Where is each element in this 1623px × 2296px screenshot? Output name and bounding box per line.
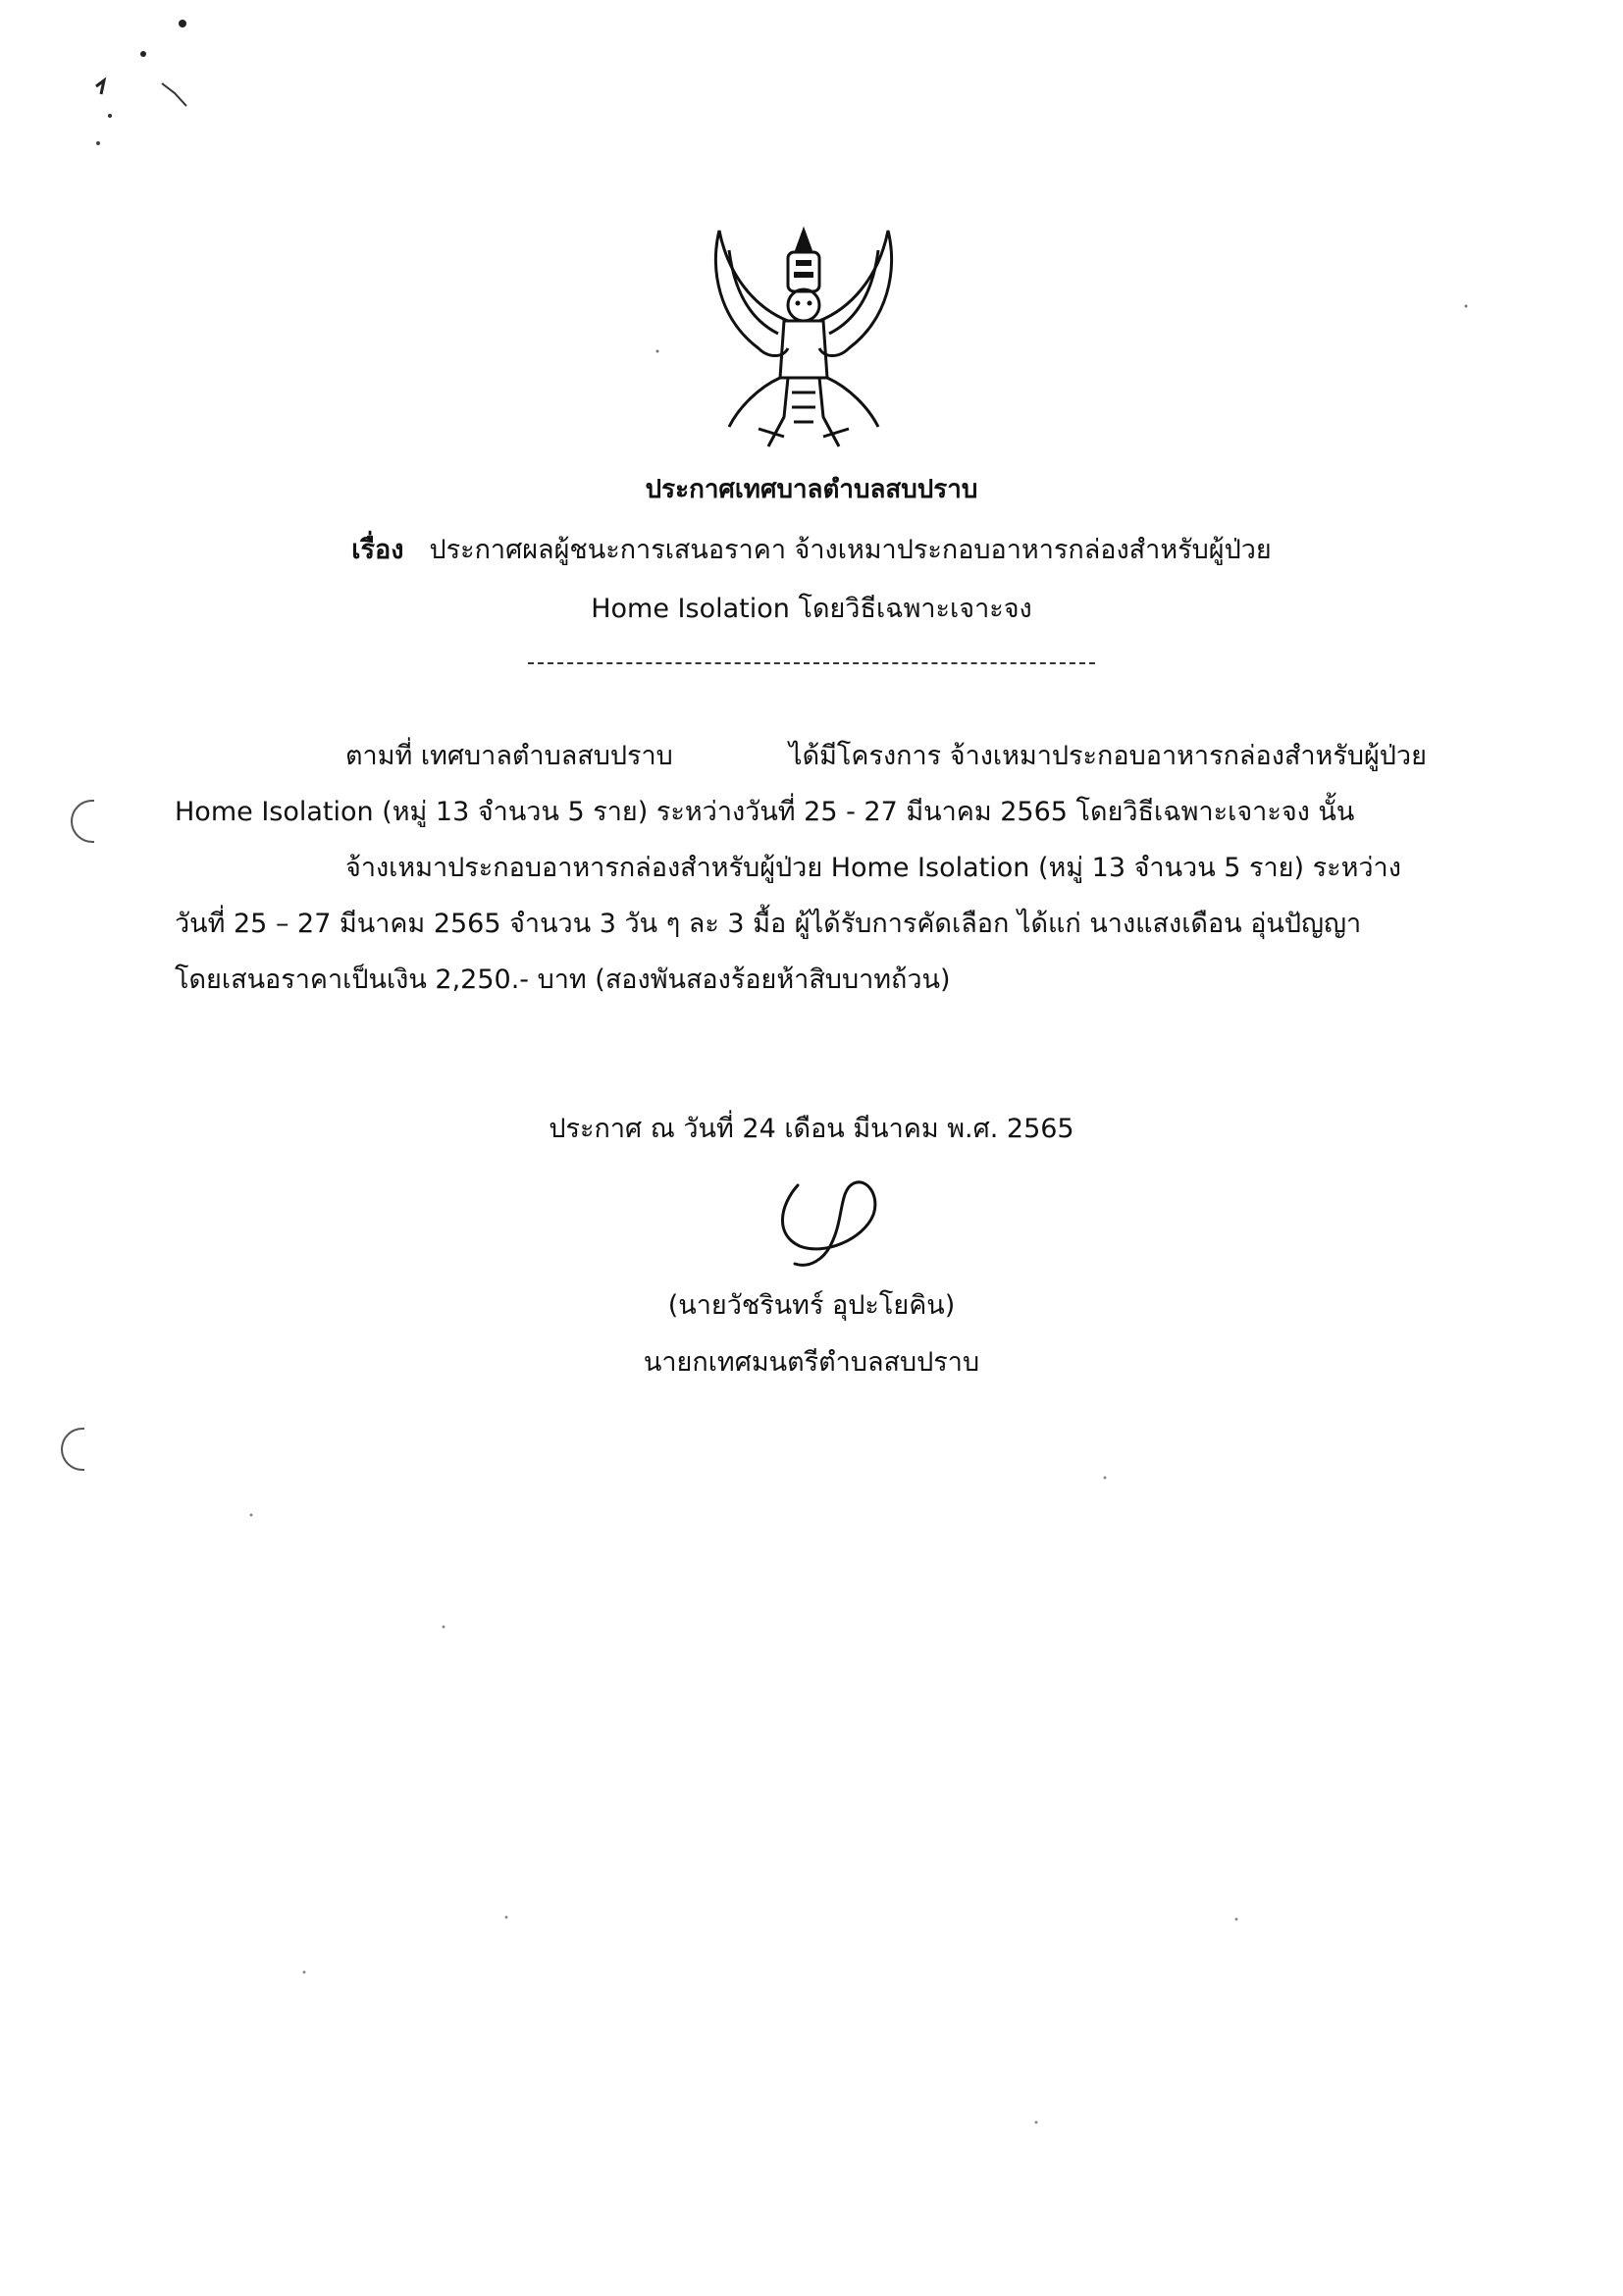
- body-line-4: วันที่ 25 – 27 มีนาคม 2565 จำนวน 3 วัน ๆ ละ 3 มื้อ ผู้ได้รับการคัดเลือก ได้แก่ นางแสงเดือน อุ่นปัญญา: [175, 909, 1362, 939]
- dashed-divider: [528, 662, 1095, 664]
- subject-line-2: Home Isolation โดยวิธีเฉพาะเจาะจง: [591, 594, 1032, 624]
- body-line-2: Home Isolation (หมู่ 13 จำนวน 5 ราย) ระหว่างวันที่ 25 - 27 มีนาคม 2565 โดยวิธีเฉพาะเจาะจง นั้น: [175, 797, 1355, 827]
- body-line-1a: ตามที่ เทศบาลตำบลสบปราบ: [345, 741, 673, 771]
- body-line-5: โดยเสนอราคาเป็นเงิน 2,250.- บาท (สองพันสองร้อยห้าสิบบาทถ้วน): [175, 965, 951, 995]
- announcement-date: ประกาศ ณ วันที่ 24 เดือน มีนาคม พ.ศ. 2565: [549, 1114, 1074, 1144]
- subject-label: เรื่อง: [351, 535, 404, 565]
- document-title: ประกาศเทศบาลตำบลสบปราบ: [645, 475, 978, 504]
- subject-line: [0, 528, 1623, 570]
- subject-text: ประกาศผลผู้ชนะการเสนอราคา จ้างเหมาประกอบอาหารกล่องสำหรับผู้ป่วย: [429, 535, 1272, 565]
- signer-position: นายกเทศมนตรีตำบลสบปราบ: [643, 1347, 980, 1378]
- handwritten-signature: [770, 1166, 898, 1274]
- body-line-3: จ้างเหมาประกอบอาหารกล่องสำหรับผู้ป่วย Home Isolation (หมู่ 13 จำนวน 5 ราย) ระหว่าง: [345, 853, 1401, 883]
- body-line-1b: ได้มีโครงการ จ้างเหมาประกอบอาหารกล่องสำหรับผู้ป่วย: [789, 741, 1427, 771]
- signer-name: (นายวัชรินทร์ อุปะโยคิน): [667, 1290, 956, 1321]
- garuda-emblem-icon: [690, 211, 917, 456]
